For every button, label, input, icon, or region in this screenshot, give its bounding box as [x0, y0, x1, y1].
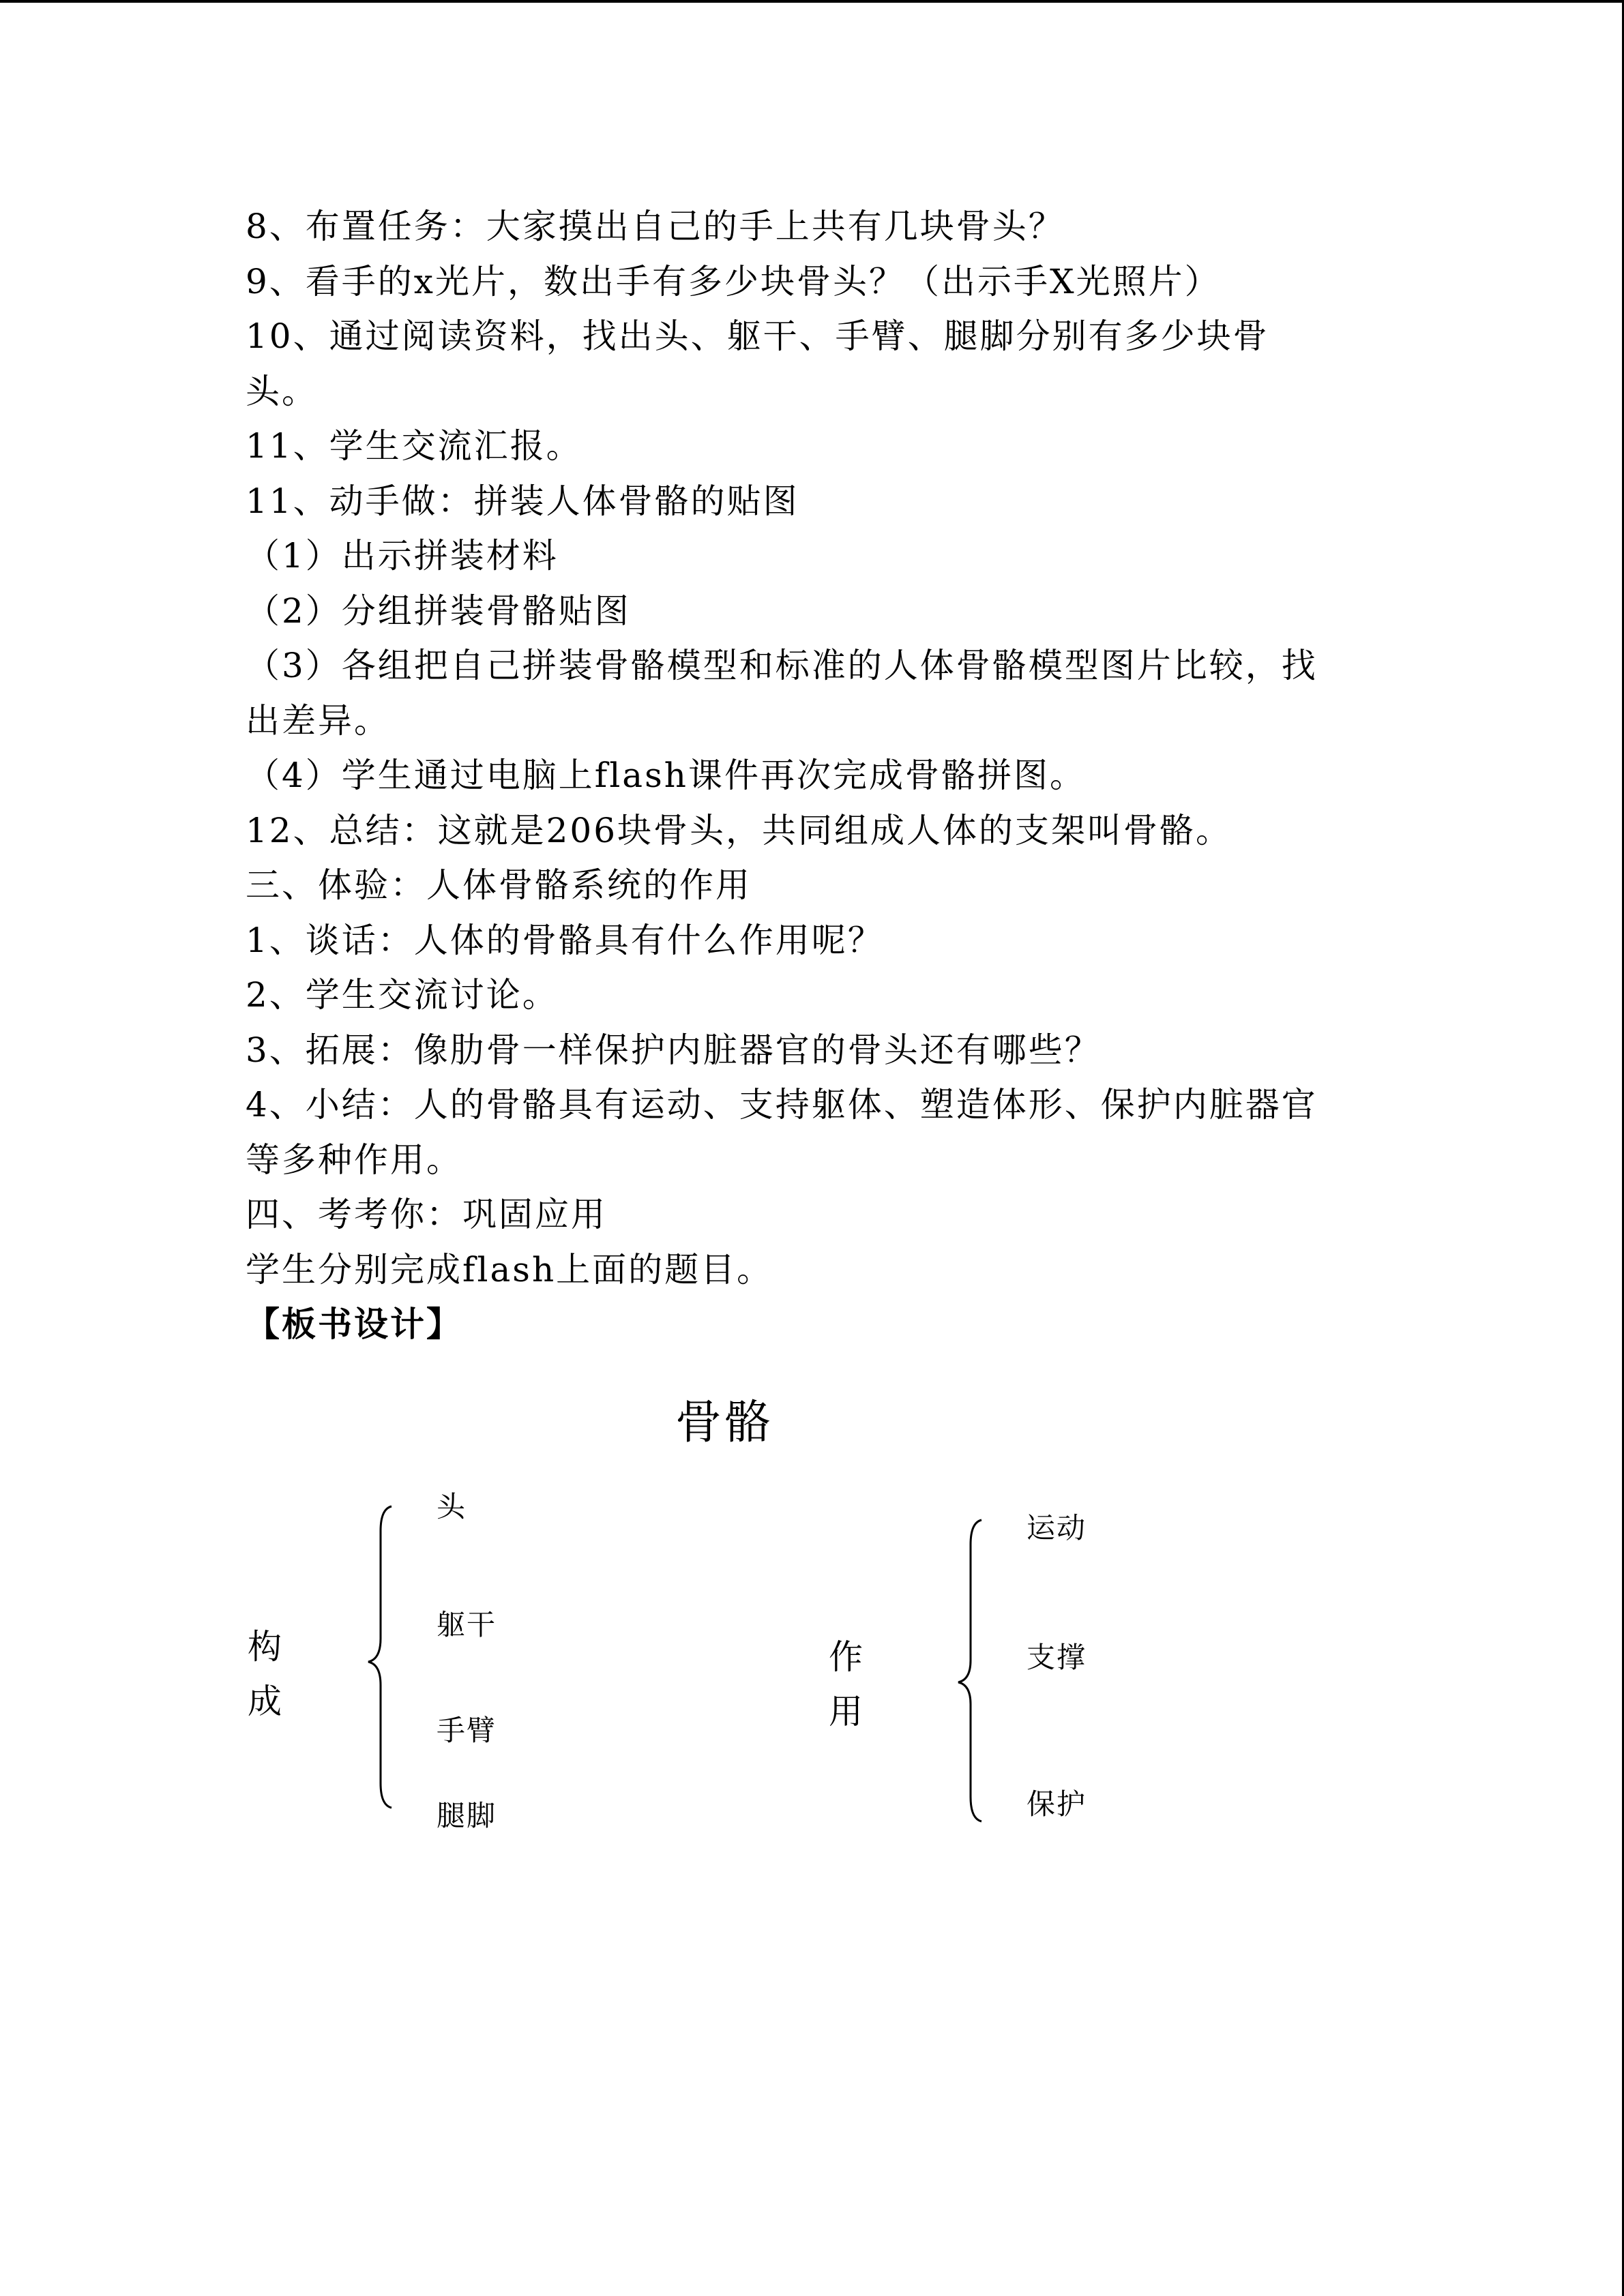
board-left-item-arms: 手臂: [437, 1714, 497, 1747]
text-line: （2）分组拼装骨骼贴图: [246, 591, 631, 631]
text-line: 2、学生交流讨论。: [246, 975, 559, 1015]
right-curly-brace: [951, 1517, 986, 1824]
text-line: 四、考考你：巩固应用: [246, 1195, 607, 1234]
board-title: 骨骼: [675, 1396, 774, 1450]
board-right-label: 作用: [829, 1637, 863, 1731]
text-line: 12、总结：这就是206块骨头，共同组成人体的支架叫骨骼。: [246, 810, 1232, 850]
board-right-item-movement: 运动: [1027, 1511, 1087, 1545]
text-line: 11、学生交流汇报。: [246, 426, 582, 466]
left-curly-brace: [361, 1504, 396, 1810]
text-line: 9、看手的x光片，数出手有多少块骨头？（出示手X光照片）: [246, 261, 1221, 301]
text-line: 11、动手做：拼装人体骨骼的贴图: [246, 481, 799, 521]
text-line: （1）出示拼装材料: [246, 536, 559, 576]
text-line: 三、体验：人体骨骼系统的作用: [246, 865, 752, 905]
lesson-body-text: [246, 199, 1391, 1352]
text-line: （4）学生通过电脑上flash课件再次完成骨骼拼图。: [246, 756, 1086, 795]
board-left-label: 构成: [248, 1627, 282, 1721]
text-line: 学生分别完成flash上面的题目。: [246, 1249, 773, 1289]
top-border-line: [0, 0, 1624, 3]
text-line: 4、小结：人的骨骼具有运动、支持躯体、塑造体形、保护内脏器官: [246, 1085, 1318, 1124]
board-right-item-protection: 保护: [1027, 1787, 1087, 1821]
board-left-item-head: 头: [437, 1490, 467, 1523]
text-line: 1、谈话：人体的骨骼具有什么作用呢？: [246, 920, 884, 960]
text-line: 10、通过阅读资料，找出头、躯干、手臂、腿脚分别有多少块骨: [246, 316, 1269, 356]
text-line: 8、布置任务：大家摸出自己的手上共有几块骨头？: [246, 207, 1065, 246]
text-line: （3）各组把自己拼装骨骼模型和标准的人体骨骼模型图片比较，找: [246, 646, 1318, 685]
text-line: 3、拓展：像肋骨一样保护内脏器官的骨头还有哪些？: [246, 1030, 1101, 1070]
board-left-item-torso: 躯干: [437, 1608, 497, 1641]
text-line: 等多种作用。: [246, 1139, 462, 1180]
text-line: 出差异。: [246, 700, 390, 741]
text-line: 头。: [246, 371, 318, 411]
board-right-item-support: 支撑: [1027, 1641, 1087, 1674]
board-left-item-legs: 腿脚: [437, 1799, 497, 1832]
section-heading-blackboard-design: 【板书设计】: [246, 1304, 462, 1344]
